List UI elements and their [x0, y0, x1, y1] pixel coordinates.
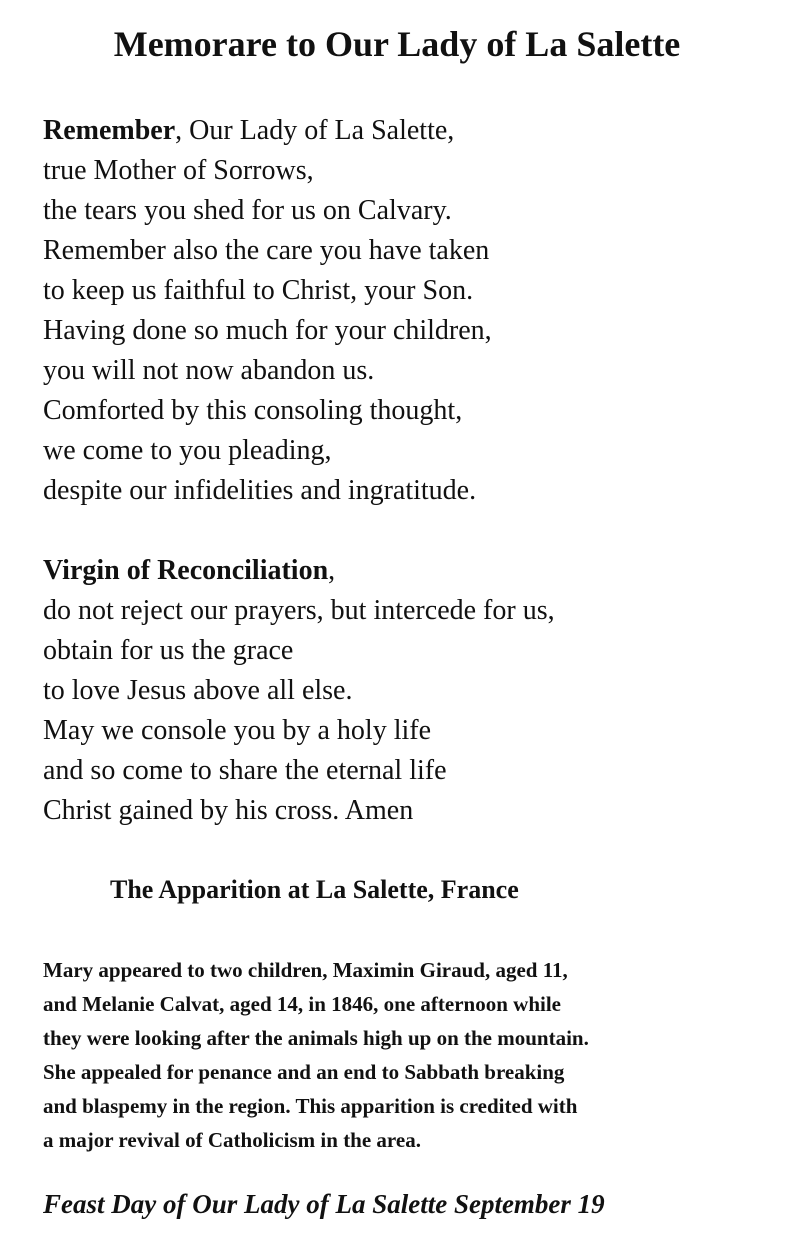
apparition-line: and blaspemy in the region. This apparition is credited with: [43, 1094, 578, 1118]
stanza-2-lead-phrase: Virgin of Reconciliation: [43, 555, 329, 586]
feast-day-line: Feast Day of Our Lady of La Salette September 19: [43, 1189, 605, 1219]
apparition-line: they were looking after the animals high up on the mountain.: [43, 1026, 589, 1050]
stanza-1-line: the tears you shed for us on Calvary.: [43, 195, 452, 226]
apparition-line: a major revival of Catholicism in the area.: [43, 1128, 421, 1152]
prayer-stanza-1: [43, 111, 492, 511]
stanza-1-lead-word: Remember: [43, 115, 176, 146]
apparition-description: [43, 953, 589, 1157]
stanza-1-line: you will not now abandon us.: [43, 355, 375, 386]
page-title: Memorare to Our Lady of La Salette: [113, 24, 681, 64]
stanza-2-line: May we console you by a holy life: [43, 715, 432, 746]
stanza-1-line: to keep us faithful to Christ, your Son.: [43, 275, 474, 306]
stanza-2-line: obtain for us the grace: [43, 635, 294, 666]
stanza-1-line: Comforted by this consoling thought,: [43, 395, 463, 426]
prayer-stanza-2: [43, 551, 555, 831]
apparition-line: She appealed for penance and an end to Sabbath breaking: [43, 1060, 565, 1084]
stanza-1-lead-rest: , Our Lady of La Salette,: [175, 115, 455, 146]
stanza-1-line: we come to you pleading,: [43, 435, 332, 466]
stanza-2-first-line: [43, 551, 555, 591]
stanza-1-line: Remember also the care you have taken: [43, 235, 490, 266]
apparition-line: Mary appeared to two children, Maximin Giraud, aged 11,: [43, 958, 568, 982]
stanza-2-line: Christ gained by his cross. Amen: [43, 795, 414, 826]
stanza-2-lead-rest: ,: [328, 555, 336, 586]
stanza-1-line: despite our infidelities and ingratitude.: [43, 475, 477, 506]
stanza-2-line: to love Jesus above all else.: [43, 675, 353, 706]
stanza-2-line: do not reject our prayers, but intercede for us,: [43, 595, 555, 626]
stanza-1-first-line: [43, 111, 492, 151]
apparition-heading: The Apparition at La Salette, France: [110, 875, 519, 904]
stanza-2-line: and so come to share the eternal life: [43, 755, 447, 786]
stanza-1-line: Having done so much for your children,: [43, 315, 492, 346]
stanza-1-line: true Mother of Sorrows,: [43, 155, 314, 186]
apparition-line: and Melanie Calvat, aged 14, in 1846, one afternoon while: [43, 992, 561, 1016]
